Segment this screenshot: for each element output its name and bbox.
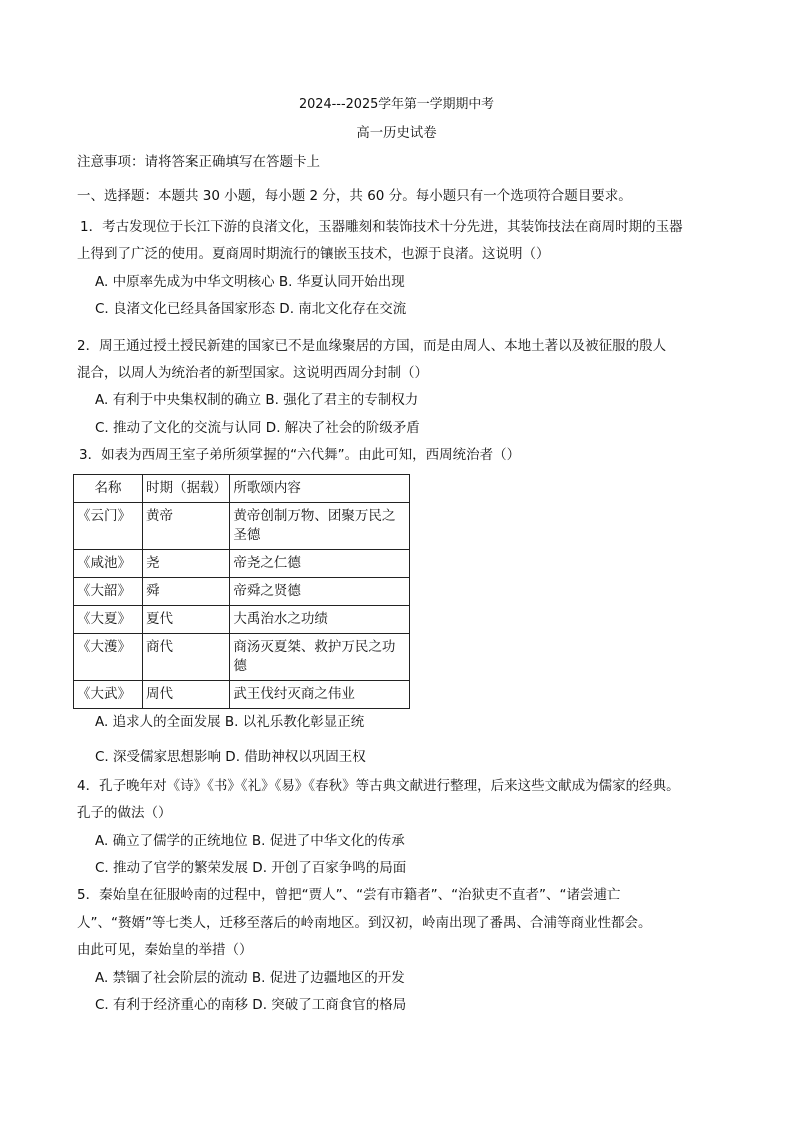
table-cell-name: 《大濩》 xyxy=(74,634,143,681)
question-4-stem-line-2: 孔子的做法（） xyxy=(77,805,172,821)
question-2-stem-line-2: 混合，以周人为统治者的新型国家。这说明西周分封制（） xyxy=(77,365,428,381)
table-cell-period: 黄帝 xyxy=(142,503,229,550)
question-2-options-ab: A. 有利于中央集权制的确立 B. 强化了君主的专制权力 xyxy=(95,392,419,408)
table-cell-content: 大禹治水之功绩 xyxy=(230,606,410,634)
table-row xyxy=(74,606,410,634)
exam-title: 2024---2025学年第一学期期中考 xyxy=(298,97,495,112)
question-1-options-ab: A. 中原率先成为中华文明核心 B. 华夏认同开始出现 xyxy=(95,274,405,290)
table-row xyxy=(74,578,410,606)
table-cell-period: 舜 xyxy=(142,578,229,606)
question-5-options-cd: C. 有利于经济重心的南移 D. 突破了工商食官的格局 xyxy=(95,997,407,1013)
table-cell-content: 武王伐纣灭商之伟业 xyxy=(230,681,410,709)
table-cell-name: 《咸池》 xyxy=(74,550,143,578)
table-header-row xyxy=(74,475,410,503)
table-cell-name: 《大武》 xyxy=(74,681,143,709)
table-row xyxy=(74,681,410,709)
question-5-stem-line-1: 5．秦始皇在征服岭南的过程中，曾把“贾人”、“尝有市籍者”、“治狱吏不直者”、“诸尝逋亡 xyxy=(77,887,621,903)
table-header-period: 时期（据载） xyxy=(142,475,229,503)
table-cell-content: 帝舜之贤德 xyxy=(230,578,410,606)
question-5-stem-line-2: 人”、“赘婿”等七类人，迁移至落后的岭南地区。到汉初，岭南出现了番禺、合浦等商业性都会。 xyxy=(77,915,652,931)
question-1-options-cd: C. 良渚文化已经具备国家形态 D. 南北文化存在交流 xyxy=(95,301,407,317)
table-cell-period: 商代 xyxy=(142,634,229,681)
question-3-stem: 3．如表为西周王室子弟所须掌握的“六代舞”。由此可知，西周统治者（） xyxy=(79,447,521,463)
question-4-options-cd: C. 推动了官学的繁荣发展 D. 开创了百家争鸣的局面 xyxy=(95,860,407,876)
question-5-stem-line-3: 由此可见，秦始皇的举措（） xyxy=(77,942,253,958)
question-1-stem-line-2: 上得到了广泛的使用。夏商周时期流行的镶嵌玉技术，也源于良渚。这说明（） xyxy=(77,246,550,262)
question-3-options-cd: C. 深受儒家思想影响 D. 借助神权以巩固王权 xyxy=(95,749,366,765)
table-cell-period: 周代 xyxy=(142,681,229,709)
table-header-content: 所歌颂内容 xyxy=(230,475,410,503)
question-3-options-ab: A. 追求人的全面发展 B. 以礼乐教化彰显正统 xyxy=(95,714,365,730)
question-2-stem-line-1: 2．周王通过授土授民新建的国家已不是血缘聚居的方国，而是由周人、本地土著以及被征服的殷人 xyxy=(77,338,667,354)
table-cell-name: 《大韶》 xyxy=(74,578,143,606)
section-heading: 一、选择题：本题共 30 小题，每小题 2 分，共 60 分。每小题只有一个选项符合题目要求。 xyxy=(77,188,632,204)
question-5-options-ab: A. 禁锢了社会阶层的流动 B. 促进了边疆地区的开发 xyxy=(95,970,405,986)
question-4-options-ab: A. 确立了儒学的正统地位 B. 促进了中华文化的传承 xyxy=(95,833,405,849)
table-cell-content: 帝尧之仁德 xyxy=(230,550,410,578)
table-cell-content: 黄帝创制万物、团聚万民之圣德 xyxy=(230,503,410,550)
question-4-stem-line-1: 4．孔子晚年对《诗》《书》《礼》《易》《春秋》等古典文献进行整理，后来这些文献成为儒家的经典。 xyxy=(77,778,680,794)
notice-text: 注意事项：请将答案正确填写在答题卡上 xyxy=(77,154,320,170)
table-cell-period: 夏代 xyxy=(142,606,229,634)
six-dances-table xyxy=(73,474,410,709)
table-cell-content: 商汤灭夏桀、救护万民之功德 xyxy=(230,634,410,681)
question-2-options-cd: C. 推动了文化的交流与认同 D. 解决了社会的阶级矛盾 xyxy=(95,420,420,436)
table-cell-period: 尧 xyxy=(142,550,229,578)
table-cell-name: 《大夏》 xyxy=(74,606,143,634)
table-header-name: 名称 xyxy=(74,475,143,503)
table-row xyxy=(74,634,410,681)
exam-subtitle: 高一历史试卷 xyxy=(356,126,437,141)
table-row xyxy=(74,550,410,578)
table-row xyxy=(74,503,410,550)
table-cell-name: 《云门》 xyxy=(74,503,143,550)
question-1-stem-line-1: 1．考古发现位于长江下游的良渚文化，玉器雕刻和装饰技术十分先进，其装饰技法在商周时期的玉器 xyxy=(80,219,683,235)
